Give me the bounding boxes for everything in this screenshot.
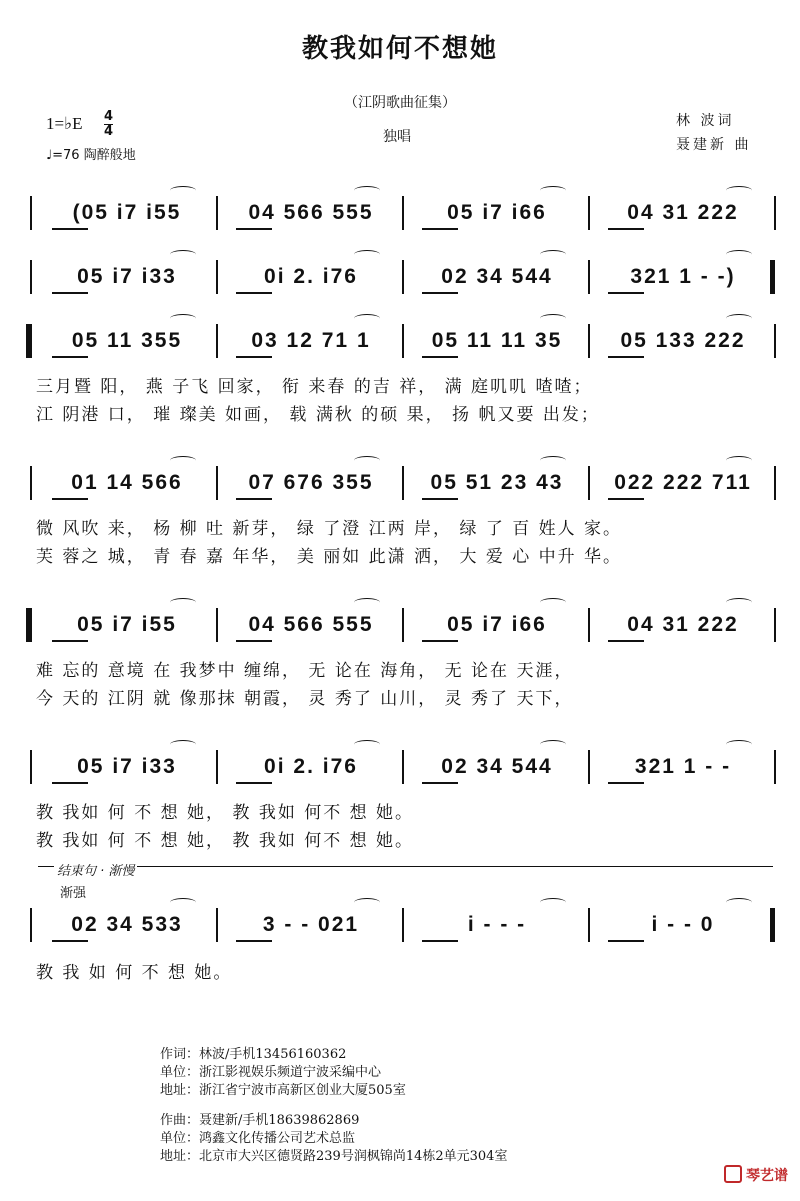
footer-line: 单位：鸿鑫文化传播公司艺术总监	[160, 1131, 356, 1146]
lyricist-info	[160, 1046, 406, 1100]
lyric-line: 教 我如 何 不 想 她， 教 我如 何不 想 她。	[36, 803, 415, 823]
measure: 05 i7 i66	[447, 201, 547, 224]
slur-mark	[540, 598, 566, 607]
song-title: 教我如何不想她	[301, 34, 498, 64]
logo-icon	[724, 1165, 742, 1183]
beam-underline	[52, 640, 88, 642]
slur-mark	[540, 898, 566, 907]
beam-underline	[52, 228, 88, 230]
barline	[774, 750, 776, 784]
beam-underline	[608, 228, 644, 230]
row-notes	[30, 256, 778, 296]
lyric-line: 三月暨 阳， 燕 子飞 回家， 衔 来春 的吉 祥， 满 庭叽叽 喳喳；	[36, 377, 593, 397]
measure: 02 34 544	[441, 265, 553, 288]
measure: 05 i7 i33	[77, 755, 177, 778]
barline	[588, 260, 590, 294]
time-signature-top: 4	[104, 109, 114, 124]
footer-line: 作曲：聂建新/手机18639862869	[160, 1113, 360, 1128]
score-row	[30, 462, 778, 502]
beam-underline	[236, 940, 272, 942]
slur-mark	[726, 898, 752, 907]
measure: i - - 0	[651, 913, 715, 936]
barline	[216, 324, 218, 358]
barline	[402, 608, 404, 642]
beam-underline	[422, 356, 458, 358]
performance-type: 独唱	[383, 129, 411, 145]
measure: 04 31 222	[627, 201, 739, 224]
measure: 05 133 222	[620, 329, 746, 352]
final-barline	[770, 260, 775, 294]
slur-mark	[726, 314, 752, 323]
slur-mark	[170, 186, 196, 195]
barline	[588, 196, 590, 230]
slur-mark	[726, 186, 752, 195]
barline	[774, 608, 776, 642]
barline	[30, 260, 32, 294]
lyric-line: 微 风吹 来， 杨 柳 吐 新芽， 绿 了澄 江两 岸， 绿 了 百 姓人 家。	[36, 519, 623, 539]
barline	[30, 196, 32, 230]
beam-underline	[236, 640, 272, 642]
barline	[216, 608, 218, 642]
beam-underline	[236, 228, 272, 230]
slur-mark	[354, 186, 380, 195]
beam-underline	[52, 356, 88, 358]
beam-underline	[422, 228, 458, 230]
measure: 05 51 23 43	[430, 471, 564, 494]
measure: 05 11 355	[71, 329, 183, 352]
lyric-line: 今 天的 江阴 就 像那抹 朝霞， 灵 秀了 山川， 灵 秀了 天下，	[36, 689, 574, 709]
slur-mark	[540, 740, 566, 749]
beam-underline	[236, 356, 272, 358]
beam-underline	[422, 940, 458, 942]
barline	[216, 750, 218, 784]
measure: 02 34 533	[71, 913, 183, 936]
score-row	[30, 904, 778, 944]
measure: 05 i7 i33	[77, 265, 177, 288]
lyricist-credit: 林 波词	[676, 113, 735, 129]
slur-mark	[354, 314, 380, 323]
barline	[402, 324, 404, 358]
measure: 321 1 - -	[634, 755, 732, 778]
slur-mark	[540, 314, 566, 323]
slur-mark	[726, 740, 752, 749]
barline	[216, 260, 218, 294]
row-notes	[30, 604, 778, 644]
lyric-line: 教 我 如 何 不 想 她。	[36, 963, 233, 983]
beam-underline	[422, 498, 458, 500]
barline	[30, 908, 32, 942]
score-row	[30, 256, 778, 296]
measure: 0i 2. i76	[264, 265, 358, 288]
slur-mark	[726, 250, 752, 259]
beam-underline	[422, 640, 458, 642]
measure: 04 566 555	[248, 613, 374, 636]
slur-mark	[170, 456, 196, 465]
beam-underline	[422, 292, 458, 294]
watermark-text: 琴艺谱	[746, 1168, 788, 1184]
beam-underline	[236, 292, 272, 294]
barline	[588, 608, 590, 642]
beam-underline	[608, 940, 644, 942]
slur-mark	[354, 456, 380, 465]
slur-mark	[170, 314, 196, 323]
row-notes	[30, 192, 778, 232]
measure: 0i 2. i76	[264, 755, 358, 778]
barline	[30, 466, 32, 500]
score-row	[30, 746, 778, 786]
measure: 03 12 71 1	[251, 329, 371, 352]
lyric-line: 难 忘的 意境 在 我梦中 缠绵， 无 论在 海角， 无 论在 天涯，	[36, 661, 574, 681]
measure: 05 i7 i55	[77, 613, 177, 636]
beam-underline	[52, 498, 88, 500]
lyric-line: 教 我如 何 不 想 她， 教 我如 何不 想 她。	[36, 831, 415, 851]
barline	[402, 908, 404, 942]
measure: 05 11 11 35	[431, 329, 563, 352]
measure: 04 31 222	[627, 613, 739, 636]
score-row	[30, 604, 778, 644]
measure: 05 i7 i66	[447, 613, 547, 636]
measure: 07 676 355	[248, 471, 374, 494]
beam-underline	[608, 640, 644, 642]
slur-mark	[726, 456, 752, 465]
measure: 01 14 566	[71, 471, 183, 494]
measure: (05 i7 i55	[72, 201, 182, 224]
barline	[588, 466, 590, 500]
tempo-marking: ♩=76 陶醉般地	[46, 148, 136, 163]
measure: 3 - - 021	[262, 913, 360, 936]
beam-underline	[52, 292, 88, 294]
barline	[774, 466, 776, 500]
beam-underline	[52, 940, 88, 942]
barline	[26, 324, 32, 358]
slur-mark	[540, 250, 566, 259]
row-notes	[30, 320, 778, 360]
measure: 321 1 - -)	[630, 265, 736, 288]
watermark-logo	[724, 1165, 788, 1185]
song-subtitle: （江阴歌曲征集）	[344, 95, 456, 111]
beam-underline	[52, 782, 88, 784]
measure: 022 222 711	[614, 471, 752, 494]
slur-mark	[354, 898, 380, 907]
slur-mark	[726, 598, 752, 607]
slur-mark	[540, 186, 566, 195]
barline	[216, 466, 218, 500]
slur-mark	[540, 456, 566, 465]
crescendo-marking: 渐强	[60, 886, 87, 901]
final-barline	[770, 908, 775, 942]
barline	[588, 908, 590, 942]
row-notes	[30, 746, 778, 786]
footer-line: 单位：浙江影视娱乐频道宁波采编中心	[160, 1065, 382, 1080]
beam-underline	[608, 498, 644, 500]
barline	[216, 196, 218, 230]
score-row	[30, 192, 778, 232]
barline	[774, 196, 776, 230]
footer-line: 地址：北京市大兴区德贤路239号润枫锦尚14栋2单元304室	[160, 1149, 508, 1164]
footer-line: 地址：浙江省宁波市高新区创业大厦505室	[160, 1083, 406, 1098]
time-signature-bottom: 4	[104, 124, 114, 139]
barline	[588, 750, 590, 784]
barline	[402, 466, 404, 500]
composer-credit: 聂建新 曲	[676, 137, 752, 153]
slur-mark	[354, 598, 380, 607]
beam-underline	[608, 292, 644, 294]
barline	[774, 324, 776, 358]
slur-mark	[170, 598, 196, 607]
slur-mark	[354, 250, 380, 259]
slur-mark	[170, 250, 196, 259]
barline	[216, 908, 218, 942]
composer-info	[160, 1112, 507, 1166]
measure: 04 566 555	[248, 201, 374, 224]
slur-mark	[170, 898, 196, 907]
beam-underline	[608, 782, 644, 784]
barline	[402, 196, 404, 230]
coda-label: 结束句 · 渐慢	[54, 860, 137, 879]
key-signature: 1=♭E	[46, 114, 83, 133]
footer-line: 作词：林波/手机13456160362	[160, 1047, 347, 1062]
beam-underline	[422, 782, 458, 784]
barline	[26, 608, 32, 642]
measure: i - - -	[467, 913, 527, 936]
beam-underline	[608, 356, 644, 358]
beam-underline	[236, 498, 272, 500]
barline	[402, 260, 404, 294]
score-row	[30, 320, 778, 360]
barline	[588, 324, 590, 358]
barline	[30, 750, 32, 784]
barline	[402, 750, 404, 784]
row-notes	[30, 904, 778, 944]
lyric-line: 芙 蓉之 城， 青 春 嘉 年华， 美 丽如 此潇 洒， 大 爱 心 中升 华。	[36, 547, 623, 567]
time-signature	[104, 110, 113, 139]
slur-mark	[170, 740, 196, 749]
slur-mark	[354, 740, 380, 749]
measure: 02 34 544	[441, 755, 553, 778]
row-notes	[30, 462, 778, 502]
lyric-line: 江 阴港 口， 璀 璨美 如画， 载 满秋 的硕 果， 扬 帆又要 出发；	[36, 405, 600, 425]
coda-bracket	[38, 866, 773, 881]
beam-underline	[236, 782, 272, 784]
